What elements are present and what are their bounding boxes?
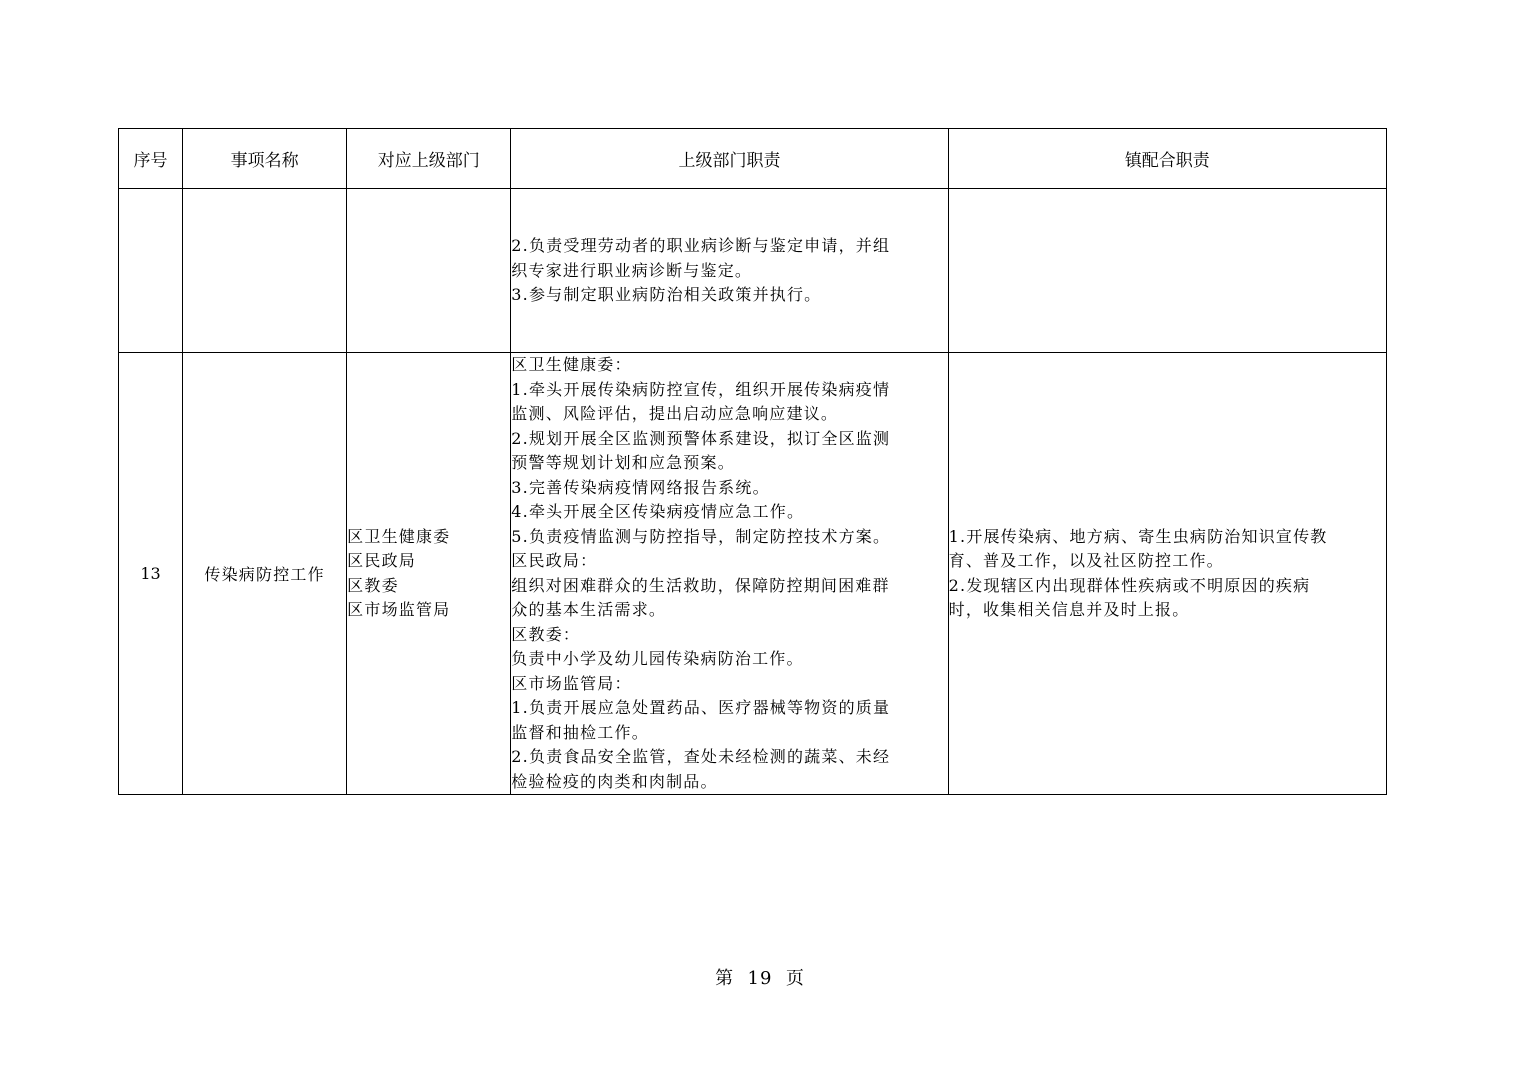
header-row	[119, 129, 1387, 189]
town-duty-line: 时，收集相关信息并及时上报。	[948, 600, 1190, 619]
header-index: 序号	[119, 129, 183, 189]
duty-table	[118, 128, 1387, 795]
continued-index-cell	[119, 189, 183, 353]
duty-line: 1.负责开展应急处置药品、医疗器械等物资的质量	[511, 698, 891, 717]
duty-line: 2.负责食品安全监管，查处未经检测的蔬菜、未经	[511, 747, 891, 766]
dept-line: 区卫生健康委	[347, 526, 451, 546]
row-town-cell	[948, 353, 1386, 795]
duty-line: 区民政局：	[511, 551, 598, 570]
header-town: 镇配合职责	[948, 129, 1386, 189]
duty-line: 5.负责疫情监测与防控指导，制定防控技术方案。	[511, 526, 891, 546]
duty-line: 1.牵头开展传染病防控宣传，组织开展传染病疫情	[511, 379, 891, 399]
town-duty-line: 育、普及工作，以及社区防控工作。	[948, 551, 1224, 570]
table-row-13	[119, 353, 1387, 795]
duty-line: 组织对困难群众的生活救助，保障防控期间困难群	[511, 575, 890, 595]
duty-line: 区教委：	[511, 624, 581, 644]
continued-dept-cell	[347, 189, 511, 353]
duty-line: 区卫生健康委：	[511, 355, 632, 374]
duty-line: 4.牵头开展全区传染病疫情应急工作。	[511, 502, 805, 521]
header-duties: 上级部门职责	[511, 129, 948, 189]
town-duty-line: 2.发现辖区内出现群体性疾病或不明原因的疾病	[948, 575, 1311, 595]
duty-line: 预警等规划计划和应急预案。	[511, 453, 735, 472]
dept-line: 区民政局	[347, 551, 416, 570]
row-dept-cell	[347, 353, 511, 795]
duty-line: 2.负责受理劳动者的职业病诊断与鉴定申请，并组	[511, 236, 891, 256]
duty-line: 检验检疫的肉类和肉制品。	[511, 771, 718, 791]
dept-line: 区市场监管局	[347, 600, 451, 619]
duty-line: 区市场监管局：	[511, 673, 632, 693]
duty-line: 监督和抽检工作。	[511, 722, 649, 742]
page-number: 第 19 页	[715, 968, 805, 989]
town-duty-line: 1.开展传染病、地方病、寄生虫病防治知识宣传教	[948, 526, 1328, 546]
duty-line: 监测、风险评估，提出启动应急响应建议。	[511, 404, 839, 423]
row-duties-cell	[511, 353, 948, 795]
duty-line: 众的基本生活需求。	[511, 600, 667, 619]
row-item-name: 传染病防控工作	[183, 353, 347, 795]
table-row-continued	[119, 189, 1387, 353]
continued-duties-cell	[511, 189, 948, 353]
continued-town-cell	[948, 189, 1386, 353]
duty-line: 织专家进行职业病诊断与鉴定。	[511, 260, 753, 280]
duty-line: 3.完善传染病疫情网络报告系统。	[511, 477, 770, 497]
header-name: 事项名称	[183, 129, 347, 189]
row-index: 13	[119, 353, 183, 795]
continued-name-cell	[183, 189, 347, 353]
dept-line: 区教委	[347, 575, 399, 595]
duty-line: 3.参与制定职业病防治相关政策并执行。	[511, 285, 822, 305]
duty-line: 负责中小学及幼儿园传染病防治工作。	[511, 649, 804, 668]
header-dept: 对应上级部门	[347, 129, 511, 189]
duty-line: 2.规划开展全区监测预警体系建设，拟订全区监测	[511, 428, 891, 448]
